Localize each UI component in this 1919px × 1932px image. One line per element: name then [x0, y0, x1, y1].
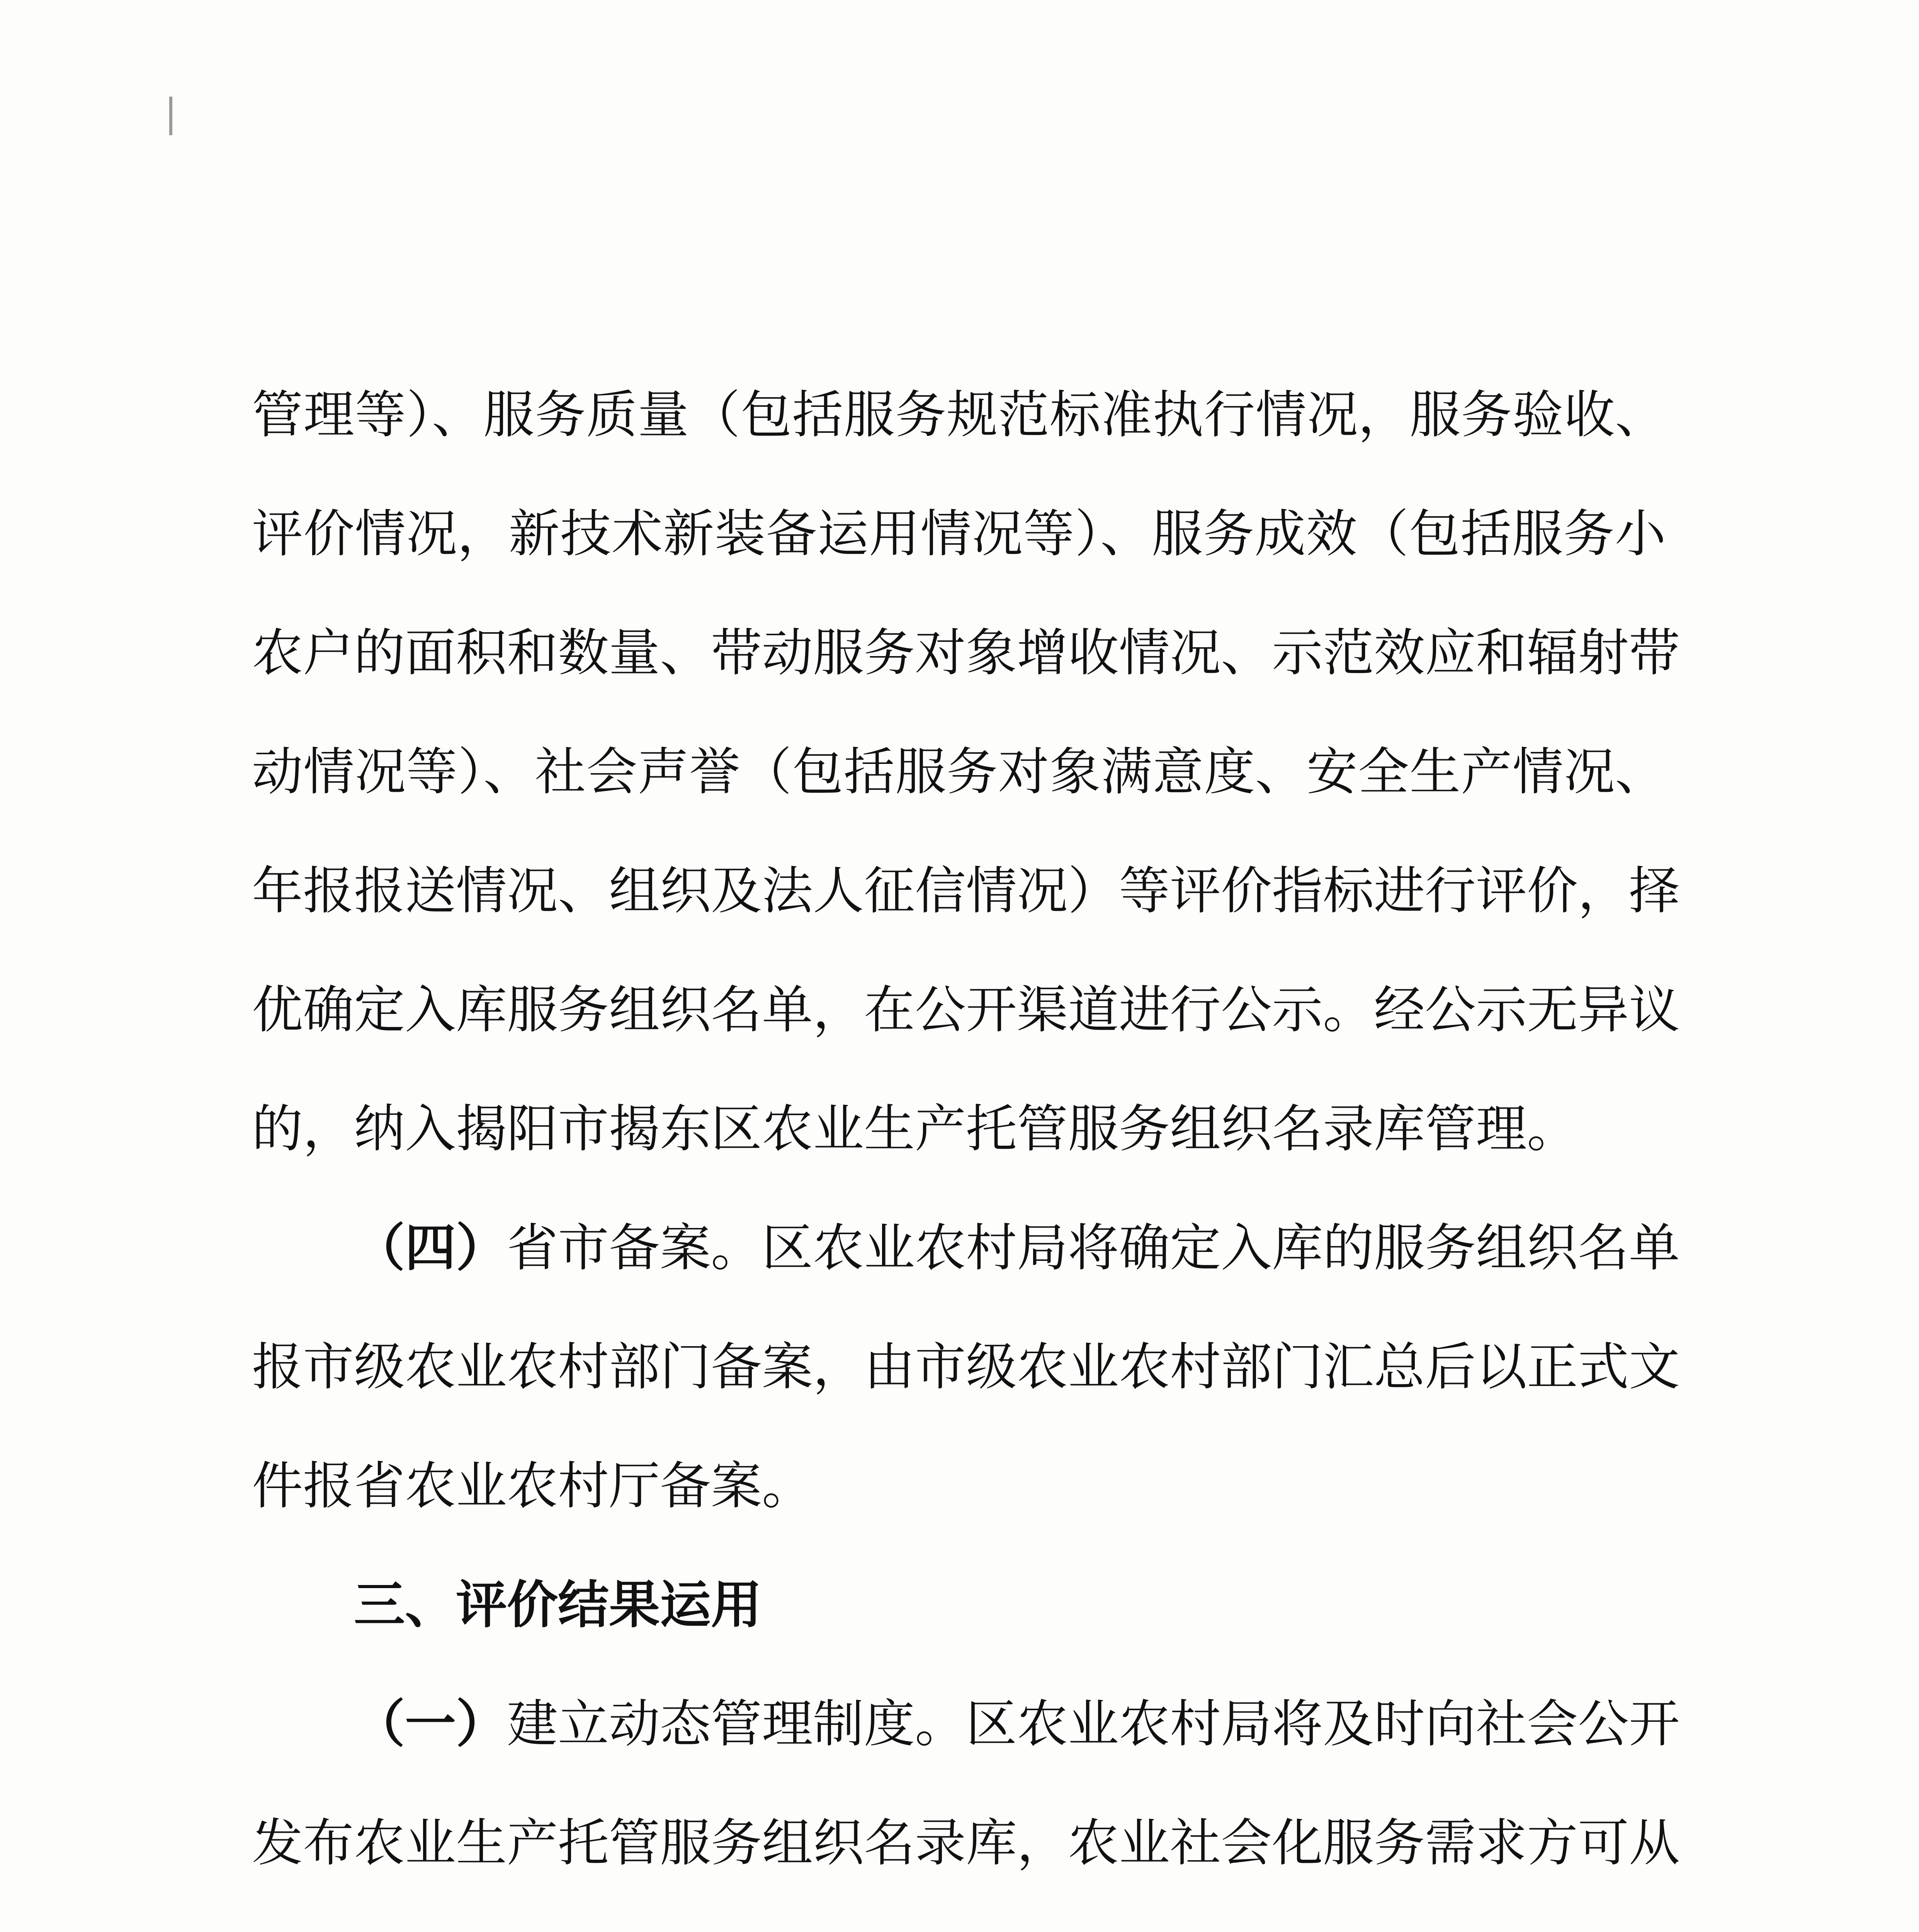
text-segment: 制: [813, 1694, 864, 1754]
text-segment: 正: [1527, 1337, 1578, 1397]
text-segment: [813, 1903, 864, 1932]
text-segment: 会: [1527, 1694, 1578, 1754]
text-segment: [1527, 1903, 1578, 1932]
text-segment: 标: [1049, 385, 1101, 445]
text-segment: 况、: [1170, 623, 1272, 683]
text-segment: 括: [843, 742, 895, 802]
text-segment: 定: [1170, 1218, 1221, 1278]
text-segment: 规: [947, 385, 998, 445]
text-segment: [1221, 1903, 1272, 1932]
text-segment: 括: [792, 385, 843, 445]
text-segment: 况、: [1564, 742, 1666, 802]
paragraph: [252, 1665, 1680, 1932]
text-segment: 村: [1170, 1337, 1221, 1397]
text-line: [252, 355, 1666, 474]
text-segment: 户: [303, 623, 354, 683]
text-segment: 市: [915, 1337, 966, 1397]
text-segment: 服: [895, 742, 946, 802]
text-segment: 技: [560, 504, 611, 564]
text-segment: 会: [586, 742, 637, 802]
text-segment: 等: [1119, 861, 1170, 921]
text-segment: 服: [843, 385, 895, 445]
paragraph: [252, 355, 1680, 1189]
text-segment: 成: [1254, 504, 1306, 564]
text-segment: 式: [1578, 1337, 1629, 1397]
text-line: [252, 713, 1666, 832]
text-segment: 门: [1272, 1337, 1323, 1397]
text-segment: 法: [762, 861, 813, 921]
text-segment: 社: [1170, 1813, 1221, 1873]
text-segment: 服: [813, 623, 864, 683]
text-segment: （: [1357, 504, 1409, 564]
text-segment: 产: [1461, 742, 1512, 802]
text-segment: （: [741, 742, 792, 802]
text-segment: 示。: [1272, 980, 1374, 1040]
text-segment: 公: [1578, 1694, 1629, 1754]
text-segment: 化: [1272, 1813, 1323, 1873]
text-segment: 进: [1374, 861, 1425, 921]
text-segment: 道: [1068, 980, 1119, 1040]
text-segment: 和: [507, 623, 558, 683]
text-segment: 报: [303, 861, 354, 921]
text-segment: 确: [1119, 1218, 1170, 1278]
text-segment: 组: [609, 861, 660, 921]
text-segment: 备: [766, 504, 817, 564]
text-segment: 织: [1527, 1218, 1578, 1278]
text-segment: 务: [947, 742, 998, 802]
text-segment: 价: [303, 504, 355, 564]
text-segment: 名: [711, 980, 762, 1040]
text-segment: 示: [1272, 623, 1323, 683]
text-segment: 等: [406, 742, 457, 802]
text-segment: 象: [1049, 742, 1101, 802]
text-segment: [1323, 1903, 1374, 1932]
text-segment: 生: [456, 1813, 507, 1873]
text-segment: 发: [252, 1813, 303, 1873]
text-segment: 等: [1023, 504, 1074, 564]
text-segment: 术: [612, 504, 663, 564]
text-line: [252, 951, 1680, 1070]
text-segment: 部: [609, 1337, 660, 1397]
text-segment: 公: [1425, 980, 1476, 1040]
scan-margin-mark: [169, 97, 172, 135]
text-segment: 况: [972, 504, 1023, 564]
text-line: [252, 832, 1680, 951]
text-segment: 市: [303, 1337, 354, 1397]
text-segment: 用: [869, 504, 920, 564]
text-segment: [1068, 1903, 1119, 1932]
text-segment: 库: [1272, 1218, 1323, 1278]
text-segment: 渠: [1017, 980, 1068, 1040]
text-segment: 况、: [507, 861, 609, 921]
text-segment: 村: [966, 1218, 1017, 1278]
text-segment: 公: [915, 980, 966, 1040]
text-line: [252, 1665, 1680, 1784]
text-segment: 及: [711, 861, 762, 921]
text-segment: 组: [1476, 1218, 1527, 1278]
text-segment: 况，: [406, 504, 508, 564]
text-segment: 文: [1629, 1337, 1680, 1397]
text-segment: 农: [354, 1813, 405, 1873]
document-body: [252, 355, 1680, 1932]
text-line: [252, 474, 1666, 594]
text-segment: 择: [1629, 861, 1680, 921]
text-segment: 量: [637, 385, 689, 445]
text-segment: 送: [405, 861, 456, 921]
text-segment: 议: [1629, 980, 1680, 1040]
text-segment: 织: [813, 1813, 864, 1873]
text-segment: 务: [1563, 504, 1615, 564]
text-segment: 范: [1323, 623, 1374, 683]
paragraph: [252, 1189, 1680, 1546]
text-segment: 需: [1425, 1813, 1476, 1873]
text-segment: 后: [1425, 1337, 1476, 1397]
text-segment: 服: [1512, 504, 1563, 564]
text-segment: 入: [405, 980, 456, 1040]
text-segment: 运: [817, 504, 869, 564]
text-line: [252, 594, 1680, 713]
text-segment: [1476, 1903, 1527, 1932]
text-segment: 定: [354, 980, 405, 1040]
text-segment: [1272, 1903, 1323, 1932]
text-segment: 异: [1578, 980, 1629, 1040]
text-segment: 农: [1017, 1694, 1068, 1754]
text-segment: 业: [1119, 1813, 1170, 1873]
text-segment: 声: [637, 742, 689, 802]
text-segment: 服: [483, 385, 534, 445]
text-segment: 服: [660, 1813, 711, 1873]
text-segment: （: [689, 385, 740, 445]
text-segment: [711, 1903, 762, 1932]
text-segment: 村: [558, 1337, 609, 1397]
text-segment: [252, 1903, 303, 1932]
text-segment: 理: [303, 385, 355, 445]
text-segment: 价，: [1527, 861, 1629, 921]
text-segment: 管: [609, 1813, 660, 1873]
text-segment: 评: [252, 504, 303, 564]
text-segment: 托: [558, 1813, 609, 1873]
text-segment: 情: [966, 861, 1017, 921]
text-segment: 农: [252, 623, 303, 683]
text-segment: 服: [1409, 385, 1461, 445]
text-segment: 应: [1425, 623, 1476, 683]
text-segment: 组: [762, 1813, 813, 1873]
text-segment: 人: [813, 861, 864, 921]
text-segment: 级: [354, 1337, 405, 1397]
text-segment: [1119, 1903, 1170, 1932]
text-segment: 经: [1374, 980, 1425, 1040]
text-segment: 备: [609, 1218, 660, 1278]
text-segment: 公: [1221, 980, 1272, 1040]
text-segment: 誉: [689, 742, 740, 802]
text-segment: 方: [1527, 1813, 1578, 1873]
text-segment: 可: [1578, 1813, 1629, 1873]
text-segment: 理: [762, 1694, 813, 1754]
text-segment: 建: [507, 1694, 558, 1754]
text-segment: 布: [303, 1813, 354, 1873]
text-segment: 度。: [864, 1694, 966, 1754]
text-segment: [762, 1903, 813, 1932]
text-segment: 以: [1476, 1337, 1527, 1397]
text-segment: 录: [915, 1813, 966, 1873]
text-segment: 务: [1374, 1813, 1425, 1873]
text-segment: [1017, 1903, 1068, 1932]
text-segment: 情: [1512, 742, 1564, 802]
text-segment: 况，: [1307, 385, 1409, 445]
text-segment: [507, 1903, 558, 1932]
text-segment: 级: [966, 1337, 1017, 1397]
text-segment: 将: [1272, 1694, 1323, 1754]
text-segment: 务: [1425, 1218, 1476, 1278]
text-segment: 情: [1119, 623, 1170, 683]
text-segment: 指: [1272, 861, 1323, 921]
text-segment: 安: [1306, 742, 1358, 802]
text-segment: 求: [1476, 1813, 1527, 1873]
text-segment: [405, 1903, 456, 1932]
text-segment: 动: [252, 742, 303, 802]
text-segment: [660, 1903, 711, 1932]
text-segment: 辐: [1527, 623, 1578, 683]
text-line: [252, 1903, 1666, 1932]
text-segment: 动: [762, 623, 813, 683]
text-segment: 准: [1101, 385, 1152, 445]
text-segment: 开: [1629, 1694, 1680, 1754]
section-heading: 三、评价结果运用: [354, 1575, 762, 1635]
text-segment: 村: [1170, 1694, 1221, 1754]
text-segment: 农: [1017, 1337, 1068, 1397]
text-segment: [354, 1903, 405, 1932]
text-segment: 优: [252, 980, 303, 1040]
text-segment: 量、: [609, 623, 711, 683]
text-segment: 务: [1461, 385, 1512, 445]
text-segment: 局: [1221, 1694, 1272, 1754]
text-line: 件报省农业农村厅备案。: [252, 1456, 813, 1516]
text-segment: 产: [507, 1813, 558, 1873]
text-segment: 情: [355, 504, 406, 564]
text-segment: ）、: [406, 385, 483, 445]
text-segment: 会: [1221, 1813, 1272, 1873]
text-segment: 及: [1323, 1694, 1374, 1754]
text-segment: 农: [813, 1218, 864, 1278]
text-segment: ）、: [1074, 504, 1151, 564]
text-segment: 新: [508, 504, 560, 564]
text-segment: 业: [1068, 1337, 1119, 1397]
text-segment: 报: [252, 1337, 303, 1397]
text-segment: 单: [1629, 1218, 1680, 1278]
text-segment: 部: [1221, 1337, 1272, 1397]
text-segment: 带: [1629, 623, 1680, 683]
text-segment: 业: [864, 1218, 915, 1278]
text-segment: 价: [1221, 861, 1272, 921]
text-segment: [1425, 1903, 1476, 1932]
text-segment: [1170, 1903, 1221, 1932]
text-segment: 名: [1578, 1218, 1629, 1278]
text-segment: 效: [1306, 504, 1357, 564]
text-segment: 态: [660, 1694, 711, 1754]
text-line: [252, 1308, 1680, 1427]
text-segment: 名: [864, 1813, 915, 1873]
text-segment: 新: [663, 504, 714, 564]
text-segment: 情: [920, 504, 972, 564]
text-segment: 时: [1374, 1694, 1425, 1754]
text-segment: 增: [1017, 623, 1068, 683]
text-segment: 意: [1152, 742, 1204, 802]
text-segment: 等: [355, 385, 406, 445]
text-segment: 报: [354, 861, 405, 921]
text-segment: 织: [660, 980, 711, 1040]
text-segment: 情: [456, 861, 507, 921]
text-segment: 全: [1358, 742, 1409, 802]
text-segment: 生: [1409, 742, 1461, 802]
text-segment: 对: [998, 742, 1049, 802]
text-segment: 备: [711, 1337, 762, 1397]
text-segment: [558, 1903, 660, 1932]
text-segment: 在: [864, 980, 915, 1040]
text-segment: 区: [966, 1694, 1017, 1754]
text-segment: 范: [998, 385, 1049, 445]
text-segment: 装: [714, 504, 766, 564]
text-segment: 市: [558, 1218, 609, 1278]
text-segment: 向: [1425, 1694, 1476, 1754]
text-segment: 务: [864, 623, 915, 683]
text-segment: 评: [1476, 861, 1527, 921]
text-segment: [1374, 1903, 1425, 1932]
text-segment: 验: [1512, 385, 1564, 445]
text-segment: 对: [915, 623, 966, 683]
text-segment: 满: [1101, 742, 1152, 802]
text-segment: 积: [456, 623, 507, 683]
text-segment: 进: [1119, 980, 1170, 1040]
text-segment: 效: [1374, 623, 1425, 683]
text-segment: 农: [915, 1218, 966, 1278]
text-segment: 况: [355, 742, 406, 802]
text-segment: 社: [535, 742, 586, 802]
text-segment: [456, 1903, 507, 1932]
text-segment: 包: [1409, 504, 1460, 564]
text-segment: 务: [1203, 504, 1254, 564]
text-segment: 业: [405, 1813, 456, 1873]
text-segment: 务: [711, 1813, 762, 1873]
text-segment: 和: [1476, 623, 1527, 683]
text-segment: 农: [1068, 1813, 1119, 1873]
text-segment: 度、: [1204, 742, 1306, 802]
text-segment: 社: [1476, 1694, 1527, 1754]
text-segment: 情: [303, 742, 355, 802]
text-segment: 小: [1615, 504, 1666, 564]
text-segment: 包: [741, 385, 792, 445]
text-segment: 区: [762, 1218, 813, 1278]
text-segment: 总: [1374, 1337, 1425, 1397]
text-segment: 局: [1017, 1218, 1068, 1278]
text-segment: 的: [1323, 1218, 1374, 1278]
text-segment: 省: [507, 1218, 558, 1278]
text-segment: 情: [1255, 385, 1307, 445]
text-segment: 标: [1323, 861, 1374, 921]
text-segment: 收: [1068, 623, 1119, 683]
text-segment: [1578, 1903, 1680, 1932]
text-segment: 质: [586, 385, 637, 445]
text-segment: 行: [1204, 385, 1255, 445]
text-segment: 示: [1476, 980, 1527, 1040]
text-segment: 入: [1221, 1218, 1272, 1278]
text-segment: 服: [507, 980, 558, 1040]
text-segment: 评: [1170, 861, 1221, 921]
text-segment: 行: [1425, 861, 1476, 921]
text-segment: 务: [895, 385, 946, 445]
text-segment: 库，: [966, 1813, 1068, 1873]
text-segment: 包: [792, 742, 843, 802]
text-segment: [303, 1903, 354, 1932]
text-segment: 执: [1152, 385, 1204, 445]
text-segment: 务: [535, 385, 586, 445]
text-segment: 由: [864, 1337, 915, 1397]
text-segment: 面: [405, 623, 456, 683]
text-segment: 信: [915, 861, 966, 921]
text-line: [252, 1189, 1680, 1308]
text-segment: 单，: [762, 980, 864, 1040]
text-segment: 务: [558, 980, 609, 1040]
text-segment: [915, 1903, 966, 1932]
text-segment: 服: [1323, 1813, 1374, 1873]
text-segment: 确: [303, 980, 354, 1040]
text-segment: 的: [354, 623, 405, 683]
text-segment: 管: [711, 1694, 762, 1754]
text-segment: [966, 1903, 1017, 1932]
text-segment: 况: [1017, 861, 1068, 921]
text-segment: ）: [1068, 861, 1119, 921]
text-line: 的，纳入揭阳市揭东区农业生产托管服务组织名录库管理。: [252, 1099, 1578, 1159]
text-segment: 农: [507, 1337, 558, 1397]
text-segment: （一）: [354, 1694, 507, 1754]
text-segment: 织: [660, 861, 711, 921]
text-segment: 案。: [660, 1218, 762, 1278]
text-line: [252, 1784, 1680, 1903]
text-segment: 管: [252, 385, 303, 445]
text-segment: 开: [966, 980, 1017, 1040]
text-segment: 动: [609, 1694, 660, 1754]
text-segment: 年: [252, 861, 303, 921]
text-segment: ）、: [458, 742, 534, 802]
text-segment: 括: [1460, 504, 1512, 564]
text-segment: 服: [1152, 504, 1203, 564]
text-segment: [864, 1903, 915, 1932]
text-segment: 门: [660, 1337, 711, 1397]
text-segment: 农: [1119, 1694, 1170, 1754]
text-segment: 将: [1068, 1218, 1119, 1278]
text-segment: 农: [1119, 1337, 1170, 1397]
text-segment: 案，: [762, 1337, 864, 1397]
text-segment: 服: [1374, 1218, 1425, 1278]
text-segment: 库: [456, 980, 507, 1040]
text-segment: 汇: [1323, 1337, 1374, 1397]
text-segment: 象: [966, 623, 1017, 683]
text-segment: 行: [1170, 980, 1221, 1040]
text-segment: 数: [558, 623, 609, 683]
text-segment: 业: [1068, 1694, 1119, 1754]
text-segment: 带: [711, 623, 762, 683]
text-segment: 收、: [1564, 385, 1666, 445]
text-segment: 从: [1629, 1813, 1680, 1873]
text-segment: 业: [456, 1337, 507, 1397]
text-segment: （四）: [354, 1218, 507, 1278]
text-segment: 组: [609, 980, 660, 1040]
text-segment: 征: [864, 861, 915, 921]
text-segment: 农: [405, 1337, 456, 1397]
text-segment: 射: [1578, 623, 1629, 683]
text-segment: 无: [1527, 980, 1578, 1040]
text-segment: 立: [558, 1694, 609, 1754]
